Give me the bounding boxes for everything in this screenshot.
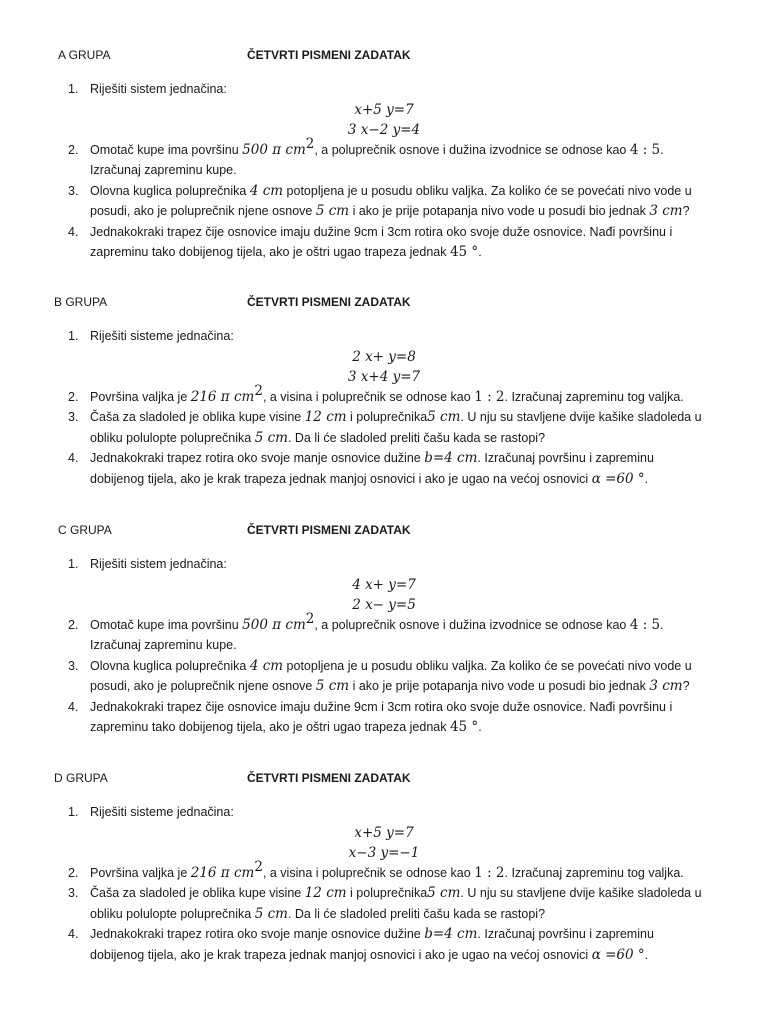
task-2 bbox=[0, 135, 710, 181]
math-expression: 12 cm bbox=[304, 885, 347, 901]
task-number: 4. bbox=[68, 699, 79, 714]
text-segment: . Da li će sladoled preliti čašu kada se rastopi? bbox=[287, 430, 546, 445]
task-1 bbox=[0, 326, 710, 387]
math-expression: 4 : 5 bbox=[629, 141, 661, 158]
task-number: 3. bbox=[68, 886, 79, 900]
task-3 bbox=[0, 407, 710, 448]
text-segment: , a poluprečnik osnove i dužina izvodnice se odnose kao bbox=[314, 142, 630, 157]
exponent: 2 bbox=[254, 382, 263, 399]
equation: 3 x−2 y=4 bbox=[347, 121, 421, 138]
group-label: A GRUPA bbox=[58, 48, 111, 62]
text-segment: i ako je prije potapanja nivo vode u posudi bio jednak bbox=[349, 679, 650, 693]
task-list bbox=[0, 554, 768, 738]
text-segment: . Izračunaj zapreminu tog valjka. bbox=[504, 865, 684, 880]
equation: x+5 y=7 bbox=[354, 101, 414, 118]
text-segment: Površina valjka je bbox=[90, 865, 191, 880]
text-segment: Jednakokraki trapez rotira oko svoje manje osnovice dužine bbox=[90, 927, 425, 941]
task-number: 1. bbox=[68, 329, 79, 343]
task-1 bbox=[0, 79, 710, 140]
equation: x−3 y=−1 bbox=[348, 844, 420, 861]
math-expression: 45 ° bbox=[449, 719, 479, 735]
task-3 bbox=[0, 181, 710, 222]
task-text: Riješiti sistem jednačina: bbox=[90, 82, 227, 96]
group-label: C GRUPA bbox=[58, 523, 112, 537]
exponent: 2 bbox=[305, 610, 315, 627]
task-3 bbox=[0, 656, 710, 697]
text-segment: . bbox=[644, 471, 649, 486]
task-4 bbox=[0, 697, 710, 738]
text-segment: i poluprečnika bbox=[346, 886, 428, 900]
task-list bbox=[0, 79, 768, 263]
math-expression: 216 π cm bbox=[190, 388, 255, 405]
text-segment: . U nju su stavljene dvije kašike sladoleda u obliku polulopte poluprečnika bbox=[90, 410, 702, 445]
assignment-title: ČETVRTI PISMENI ZADATAK bbox=[247, 295, 411, 309]
exponent: 2 bbox=[305, 135, 315, 152]
task-text: Riješiti sisteme jednačina: bbox=[90, 329, 234, 343]
task-4 bbox=[0, 222, 710, 263]
task-1 bbox=[0, 802, 710, 863]
text-segment: Jednakokraki trapez rotira oko svoje manje osnovice dužine bbox=[90, 451, 425, 465]
task-number: 2. bbox=[68, 617, 79, 632]
math-expression: α =60 ° bbox=[591, 470, 645, 487]
text-segment: . bbox=[478, 720, 482, 734]
task-text: Riješiti sistem jednačina: bbox=[90, 557, 227, 571]
text-segment: ? bbox=[682, 204, 690, 218]
task-number: 3. bbox=[68, 410, 79, 424]
equation-system bbox=[0, 575, 768, 615]
math-expression: 4 : 5 bbox=[629, 616, 661, 633]
task-list bbox=[0, 326, 768, 489]
text-segment: Omotač kupe ima površinu bbox=[90, 617, 243, 632]
group-header bbox=[0, 523, 768, 543]
text-segment: potopljena je u posudu obliku valjka. Za koliko će se povećati nivo vode u posudi, ako je poluprečnik njene osnove bbox=[90, 183, 692, 218]
task-number: 3. bbox=[68, 183, 79, 198]
math-expression: 3 cm bbox=[649, 678, 683, 694]
text-segment: potopljena je u posudu obliku valjka. Za koliko će se povećati nivo vode u posudi, ako je poluprečnik njene osnove bbox=[90, 658, 692, 693]
task-2 bbox=[0, 610, 710, 656]
math-expression: 5 cm bbox=[254, 429, 288, 446]
text-segment: i ako je prije potapanja nivo vode u posudi bio jednak bbox=[349, 204, 650, 218]
text-segment: ? bbox=[682, 679, 690, 693]
task-text: Riješiti sisteme jednačina: bbox=[90, 805, 234, 819]
task-1 bbox=[0, 554, 710, 615]
math-expression: 12 cm bbox=[304, 409, 347, 425]
task-2 bbox=[0, 858, 710, 884]
task-number: 4. bbox=[68, 224, 79, 239]
task-number: 1. bbox=[68, 82, 79, 96]
task-number: 4. bbox=[68, 451, 79, 465]
equation: 3 x+4 y=7 bbox=[347, 368, 421, 385]
task-number: 4. bbox=[68, 927, 79, 941]
text-segment: Jednakokraki trapez čije osnovice imaju dužine 9cm i 3cm rotira oko svoje duže osnovice. Nađi površinu i zapreminu tako dobijenog tijela, ako je oštri ugao trapeza jednak bbox=[90, 699, 673, 734]
text-segment: Olovna kuglica poluprečnika bbox=[90, 183, 250, 198]
group-a bbox=[0, 48, 768, 263]
math-expression: 4 cm bbox=[249, 182, 284, 199]
assignment-title: ČETVRTI PISMENI ZADATAK bbox=[247, 523, 411, 537]
text-segment: . Izračunaj zapreminu tog valjka. bbox=[504, 389, 684, 404]
text-segment: Površina valjka je bbox=[90, 389, 191, 404]
equation: 2 x+ y=8 bbox=[352, 348, 416, 365]
text-segment: i poluprečnika bbox=[346, 410, 428, 424]
text-segment: Čaša za sladoled je oblika kupe visine bbox=[90, 886, 305, 900]
task-number: 1. bbox=[68, 557, 79, 571]
math-expression: 5 cm bbox=[427, 409, 461, 425]
math-expression: α =60 ° bbox=[591, 946, 645, 963]
group-header bbox=[0, 771, 768, 791]
equation: 2 x− y=5 bbox=[352, 596, 416, 613]
text-segment: . Izračunaj zapreminu kupe. bbox=[90, 617, 664, 652]
text-segment: Omotač kupe ima površinu bbox=[90, 142, 243, 157]
math-expression: 500 π cm bbox=[242, 141, 306, 158]
math-expression: 5 cm bbox=[315, 678, 350, 694]
equation: 4 x+ y=7 bbox=[352, 576, 416, 593]
group-label: B GRUPA bbox=[54, 295, 108, 309]
assignment-title: ČETVRTI PISMENI ZADATAK bbox=[247, 48, 411, 62]
task-number: 2. bbox=[68, 142, 79, 157]
text-segment: . Da li će sladoled preliti čašu kada se rastopi? bbox=[287, 906, 546, 921]
group-b bbox=[0, 295, 768, 489]
text-segment: . Izračunaj površinu i zapreminu dobijenog tijela, ako je krak trapeza jednak manjoj osnovici i ako je ugao na većoj osnovici bbox=[90, 451, 654, 486]
text-segment: , a poluprečnik osnove i dužina izvodnice se odnose kao bbox=[314, 617, 630, 632]
group-d bbox=[0, 771, 768, 965]
group-c bbox=[0, 523, 768, 738]
task-2 bbox=[0, 382, 710, 408]
text-segment: . Izračunaj površinu i zapreminu dobijenog tijela, ako je krak trapeza jednak manjoj osnovici i ako je ugao na većoj osnovici bbox=[90, 927, 654, 962]
equation-system bbox=[0, 823, 768, 863]
text-segment: Olovna kuglica poluprečnika bbox=[90, 658, 250, 673]
text-segment: Jednakokraki trapez čije osnovice imaju dužine 9cm i 3cm rotira oko svoje duže osnovice. Nađi površinu i zapreminu tako dobijenog tijela, ako je oštri ugao trapeza jednak bbox=[90, 224, 673, 259]
math-expression: 216 π cm bbox=[190, 864, 255, 881]
assignment-title: ČETVRTI PISMENI ZADATAK bbox=[247, 771, 411, 785]
equation: x+5 y=7 bbox=[354, 824, 414, 841]
equation-system bbox=[0, 347, 768, 387]
task-3 bbox=[0, 883, 710, 924]
task-number: 3. bbox=[68, 658, 79, 673]
math-expression: 5 cm bbox=[254, 905, 288, 922]
task-number: 1. bbox=[68, 805, 79, 819]
task-4 bbox=[0, 924, 710, 965]
math-expression: 1 : 2 bbox=[474, 864, 505, 881]
text-segment: Čaša za sladoled je oblika kupe visine bbox=[90, 410, 305, 424]
exponent: 2 bbox=[254, 858, 263, 875]
task-4 bbox=[0, 448, 710, 489]
text-segment: . Izračunaj zapreminu kupe. bbox=[90, 142, 664, 177]
text-segment: . bbox=[478, 245, 482, 259]
group-header bbox=[0, 295, 768, 315]
math-expression: 5 cm bbox=[427, 885, 461, 901]
math-expression: 1 : 2 bbox=[474, 388, 505, 405]
task-list bbox=[0, 802, 768, 965]
equation-system bbox=[0, 100, 768, 140]
text-segment: , a visina i poluprečnik se odnose kao bbox=[262, 389, 475, 404]
group-header bbox=[0, 48, 768, 68]
task-number: 2. bbox=[68, 865, 79, 880]
math-expression: 45 ° bbox=[449, 244, 479, 260]
group-label: D GRUPA bbox=[54, 771, 108, 785]
text-segment: . U nju su stavljene dvije kašike sladoleda u obliku polulopte poluprečnika bbox=[90, 886, 702, 921]
math-expression: 5 cm bbox=[315, 203, 350, 219]
math-expression: b=4 cm bbox=[424, 450, 478, 466]
math-expression: 3 cm bbox=[649, 203, 683, 219]
task-number: 2. bbox=[68, 389, 79, 404]
math-expression: 4 cm bbox=[249, 657, 284, 674]
text-segment: , a visina i poluprečnik se odnose kao bbox=[262, 865, 475, 880]
math-expression: b=4 cm bbox=[424, 926, 478, 942]
math-expression: 500 π cm bbox=[242, 616, 306, 633]
text-segment: . bbox=[644, 947, 649, 962]
